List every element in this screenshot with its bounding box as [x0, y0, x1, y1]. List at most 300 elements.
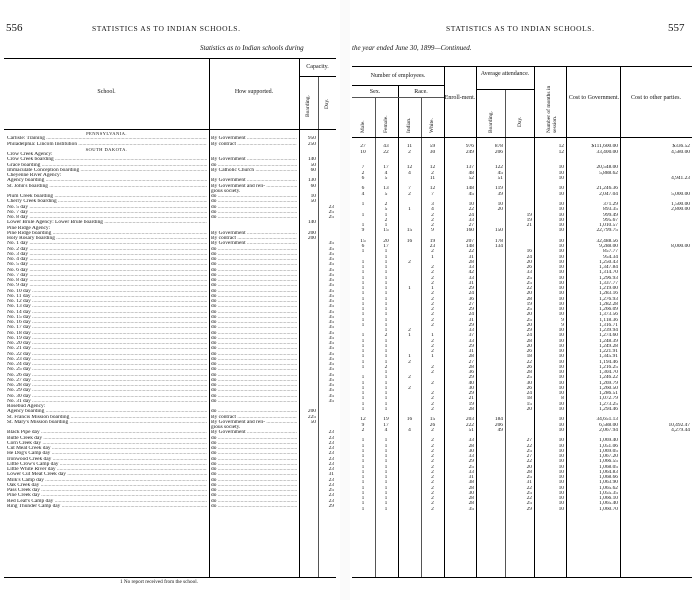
female-count: 1 [384, 401, 388, 407]
months-in-session: 10 [558, 501, 564, 507]
day-attendance: 27 [526, 438, 532, 444]
months-in-session: 10 [558, 417, 564, 423]
day-capacity: 35 [328, 346, 334, 352]
how-supported: do ..... [211, 362, 297, 367]
boarding-attendance: 134 [494, 244, 503, 249]
cost-to-other: $336.52 [672, 144, 690, 150]
white-count: 19 [429, 238, 436, 244]
day-attendance: 24 [526, 333, 532, 339]
months-in-session: 10 [558, 375, 564, 381]
cost-to-government: 5,888.62 [599, 170, 618, 176]
day-capacity: 35 [328, 377, 334, 383]
months-in-session: 10 [558, 280, 564, 286]
cost-to-government: 1,068.05 [599, 464, 618, 470]
school-name: St. Mary's Mission boarding ..... [7, 420, 207, 425]
enrollment: 22 [468, 207, 474, 213]
white-count: 7 [431, 191, 434, 197]
enrollment: 33 [468, 338, 474, 344]
how-supported: do ..... [211, 278, 297, 283]
enrollment: 28 [468, 501, 474, 507]
cost-to-government: 1,249.28 [599, 343, 618, 349]
school-name: Little White River day ..... [7, 467, 207, 472]
boarding-capacity: 950 [307, 136, 316, 142]
cost-to-government: 2,067.94 [599, 427, 618, 433]
white-count: 2 [431, 496, 434, 501]
white-count: 2 [431, 212, 434, 218]
cost-to-government: 1,072.79 [599, 396, 618, 402]
white-count: 11 [429, 175, 436, 181]
months-in-session: 10 [558, 422, 564, 428]
months-in-session: 12 [558, 144, 564, 150]
enrollment: 52 [468, 175, 474, 181]
day-attendance: 15 [526, 401, 532, 407]
male-count: 1 [361, 333, 365, 339]
capacity-header: Capacity. [306, 64, 329, 70]
school-name: No. 20 day ..... [7, 341, 207, 346]
months-in-session: 10 [558, 296, 564, 302]
how-supported: do ..... [211, 262, 297, 267]
female-count: 1 [384, 359, 388, 365]
how-supported: By contract ..... [211, 415, 297, 420]
day-attendance: 33 [526, 270, 532, 276]
cost-to-government: 1,274.60 [599, 333, 618, 339]
enrollment: 45 [468, 191, 474, 197]
months-in-session: 10 [558, 380, 564, 386]
day-attendance: 18 [526, 354, 532, 360]
enrollment: 29 [468, 286, 474, 291]
cost-to-government: 1,063.90 [599, 480, 618, 486]
day-capacity: 35 [328, 398, 334, 404]
boarding-attendance: 45 [497, 170, 503, 176]
day-capacity: 23 [328, 467, 334, 472]
cost-to-government: 34,651.13 [596, 417, 618, 423]
male-count: 1 [361, 296, 365, 302]
day-capacity: 35 [328, 246, 334, 252]
enrollment: 28 [468, 443, 474, 449]
enrollment: 29 [468, 375, 474, 381]
day-attendance: 25 [526, 280, 532, 286]
months-in-session: 10 [558, 475, 564, 480]
cost-to-government: 857.77 [603, 249, 618, 255]
months-in-session: 10 [558, 312, 564, 318]
male-count: 1 [361, 349, 365, 354]
male-count: 1 [361, 385, 365, 391]
boarding-attendance: 10 [497, 202, 503, 207]
boarding-attendance: 122 [494, 165, 503, 171]
months-in-session: 10 [558, 249, 564, 255]
white-count: 2 [431, 223, 434, 228]
school-name: No. 2 day ..... [7, 247, 207, 252]
day-capacity: 35 [328, 341, 334, 346]
school-name: No. 15 day ..... [7, 315, 207, 320]
day-attendance: 20 [526, 312, 532, 318]
male-count: 1 [361, 301, 365, 307]
cost-to-government: 32,488.56 [596, 238, 618, 244]
school-name: Butte Creek day ..... [7, 436, 207, 441]
boarding-attendance: 878 [494, 144, 503, 150]
cost-to-government: 1,345.91 [599, 354, 618, 360]
school-rows [4, 131, 336, 509]
how-supported: do ..... [211, 194, 297, 199]
female-count: 43 [383, 144, 389, 150]
cost-to-government: 1,283.16 [599, 291, 618, 297]
day-attendance: 25 [526, 448, 532, 454]
indian-count: 2 [408, 259, 411, 265]
white-count: 23 [429, 244, 436, 249]
enrollment: 27 [468, 223, 474, 228]
male-count: 2 [361, 427, 365, 433]
months-in-session: 10 [558, 207, 564, 213]
how-supported: do ..... [211, 299, 297, 304]
enrollment: 51 [468, 427, 474, 433]
white-count: 2 [431, 469, 434, 475]
indian-count: 2 [408, 359, 411, 365]
cost-to-government: 33,400.00 [596, 149, 618, 155]
cost-to-government: 893.35 [603, 207, 618, 213]
white-count: 2 [431, 364, 434, 370]
school-name: No. 19 day ..... [7, 336, 207, 341]
enrollment: 33 [468, 217, 474, 223]
school-name: He Dog's Camp day ..... [7, 451, 207, 456]
day-capacity: 35 [328, 272, 334, 278]
cost-to-government: 1,051.06 [599, 443, 618, 449]
enrollment: 976 [465, 144, 474, 150]
day-attendance: 19 [526, 212, 532, 218]
white-count: 2 [431, 349, 434, 354]
female-count: 15 [383, 228, 389, 234]
male-count: 4 [361, 191, 365, 197]
male-count: 1 [361, 364, 365, 370]
day-capacity: 35 [328, 383, 334, 388]
white-count: 2 [431, 490, 434, 496]
female-count: 1 [384, 270, 388, 276]
day-attendance: 22 [526, 443, 532, 449]
female-count: 1 [384, 338, 388, 344]
white-count: 2 [431, 317, 434, 323]
female-count: 1 [384, 490, 388, 496]
female-count: 1 [384, 301, 388, 307]
day-header: Day. [324, 98, 330, 109]
male-count: 12 [360, 417, 366, 423]
how-supported: By contract ..... [211, 142, 297, 147]
male-count: 1 [361, 312, 365, 318]
right-page [350, 0, 694, 600]
white-count: 2 [431, 406, 434, 412]
day-capacity: 35 [328, 309, 334, 315]
male-count: 9 [361, 422, 365, 428]
enrollment: 33 [468, 328, 474, 333]
male-count: 1 [361, 401, 365, 407]
female-count: 1 [384, 443, 388, 449]
enrollment: 160 [465, 228, 474, 234]
school-name: No. 23 day ..... [7, 357, 207, 362]
cost-to-government: 6,588.00 [599, 422, 618, 428]
indian-header: Indian. [406, 117, 412, 133]
months-in-session: 10 [558, 254, 564, 260]
enrollment: 31 [468, 280, 474, 286]
months-in-session: 10 [558, 364, 564, 370]
male-count: 6 [361, 175, 365, 181]
cost-to-government: 1,010.57 [599, 223, 618, 228]
cost-to-government: 1,373.56 [599, 312, 618, 318]
months-in-session: 10 [558, 270, 564, 276]
state-name: PENNSYLVANIA. [86, 131, 127, 136]
boarding-attendance: 184 [494, 417, 503, 423]
day-capacity: 35 [328, 367, 334, 373]
months-in-session: 10 [558, 490, 564, 496]
day-attendance: 22 [526, 496, 532, 501]
cost-to-government: 1,337.77 [599, 280, 618, 286]
white-count: 2 [431, 454, 434, 459]
day-attendance: 31 [526, 480, 532, 486]
day-attendance: 16 [526, 249, 532, 255]
female-count: 1 [384, 280, 388, 286]
day-capacity: 35 [328, 251, 334, 257]
indian-count: 15 [406, 228, 413, 234]
school-name: Cheyenne River Agency: [7, 173, 62, 178]
female-count: 1 [384, 406, 388, 412]
months-header: Number of months in session. [546, 85, 558, 133]
day-capacity: 23 [328, 482, 334, 488]
how-supported: do ..... [211, 373, 297, 378]
months-in-session: 10 [558, 186, 564, 192]
months-in-session: 10 [558, 480, 564, 486]
how-supported: do ..... [211, 215, 297, 220]
female-count: 1 [384, 501, 388, 507]
indian-count: 12 [406, 165, 413, 171]
how-supported: do ..... [211, 210, 297, 215]
months-in-session: 8 [561, 396, 564, 402]
female-count: 17 [383, 244, 389, 249]
cost-to-government: 1,065.62 [599, 485, 618, 491]
white-count: 2 [431, 427, 434, 433]
how-supported: do ..... [211, 388, 297, 393]
how-supported: By contract ..... [211, 236, 297, 241]
white-count: 15 [429, 417, 436, 423]
indian-count: 2 [408, 191, 411, 197]
day-capacity: 35 [328, 299, 334, 304]
school-name: Carlisle: Training ..... [7, 136, 207, 141]
months-in-session: 10 [558, 338, 564, 344]
cost-to-government: 1,250.43 [599, 259, 618, 265]
day-capacity: 35 [328, 330, 334, 336]
day-capacity: 35 [328, 372, 334, 378]
day-attendance: 28 [526, 469, 532, 475]
female-count: 1 [384, 223, 388, 228]
boarding-attendance: 150 [494, 228, 503, 234]
boarding-attendance: 49 [497, 427, 503, 433]
how-supported: do ..... [211, 441, 297, 446]
female-count: 2 [384, 202, 388, 207]
day-attendance: 26 [526, 349, 532, 354]
cost-to-government: 1,316.71 [599, 322, 618, 328]
how-supported: do ..... [211, 268, 297, 273]
school-name: Crow Creek boarding ..... [7, 157, 207, 162]
months-in-session: 10 [558, 191, 564, 197]
day-attendance: 25 [526, 490, 532, 496]
boarding-capacity: 200 [307, 230, 316, 236]
female-count: 1 [384, 496, 388, 501]
male-count: 1 [361, 490, 365, 496]
how-supported: do ..... [211, 451, 297, 456]
cost-to-other: 4,580.00 [671, 149, 690, 155]
day-capacity: 35 [328, 356, 334, 362]
male-count: 1 [361, 202, 365, 207]
months-in-session: 10 [558, 170, 564, 176]
enrollment: 28 [468, 364, 474, 370]
cost-to-government: 1,067.20 [599, 454, 618, 459]
white-count: 3 [431, 202, 434, 207]
school-name: No. 30 day ..... [7, 394, 207, 399]
months-in-session: 10 [558, 238, 564, 244]
male-count: 1 [361, 270, 365, 276]
white-count: 2 [431, 475, 434, 480]
male-count: 1 [361, 249, 365, 255]
day-capacity: 35 [328, 241, 334, 247]
day-capacity: 35 [328, 335, 334, 341]
day-capacity: 35 [328, 293, 334, 299]
cost-to-other: 10,492.47 [668, 422, 690, 428]
female-count: 13 [383, 186, 389, 192]
day-attendance: 27 [526, 454, 532, 459]
enrollment: 33 [468, 454, 474, 459]
day-capacity: 23 [328, 446, 334, 451]
school-name: No. 24 day ..... [7, 362, 207, 367]
male-count: 1 [361, 480, 365, 486]
enrollment: 36 [468, 370, 474, 375]
race-header: Race. [414, 89, 428, 95]
months-in-session: 10 [558, 217, 564, 223]
how-supported: do ..... [211, 336, 297, 341]
months-in-session: 10 [558, 349, 564, 354]
indian-count: 2 [408, 149, 411, 155]
female-count: 1 [384, 380, 388, 386]
enrollment: 28 [468, 259, 474, 265]
male-count: 1 [361, 443, 365, 449]
months-in-session: 10 [558, 228, 564, 234]
school-header: School. [97, 89, 116, 95]
white-count: 30 [429, 149, 436, 155]
white-count: 2 [431, 438, 434, 444]
white-count: 2 [431, 270, 434, 276]
day-attendance: 20 [526, 291, 532, 297]
male-count: 1 [361, 259, 365, 265]
day-capacity: 23 [328, 435, 334, 441]
cost-to-other: 1,500.00 [671, 202, 690, 207]
enrollment: 40 [468, 380, 474, 386]
how-supported: do ..... [211, 315, 297, 320]
cost-to-government: 1,064.83 [599, 469, 618, 475]
cost-to-government: 2,047.04 [599, 191, 618, 197]
white-count: 2 [431, 217, 434, 223]
day-attendance: 24 [526, 254, 532, 260]
boarding-capacity: 130 [307, 178, 316, 184]
day-capacity: 35 [328, 257, 334, 262]
cost-to-government: 999.49 [603, 212, 618, 218]
day-attendance: 25 [526, 317, 532, 323]
school-name: Red Leaf's Camp day ..... [7, 499, 207, 504]
male-count: 10 [360, 149, 366, 155]
months-in-session: 10 [558, 459, 564, 465]
female-count: 4 [384, 170, 388, 176]
white-count: 2 [431, 391, 434, 396]
day-attendance: 26 [526, 364, 532, 370]
months-in-session: 10 [558, 427, 564, 433]
day-capacity: 35 [328, 393, 334, 399]
school-name: Grace boarding ..... [7, 163, 207, 168]
female-count: 1 [384, 254, 388, 260]
male-count: 9 [361, 228, 365, 234]
how-supported: By Government ..... [211, 157, 297, 162]
day-attendance: 20 [526, 464, 532, 470]
school-name: Agency boarding ..... [7, 178, 207, 183]
months-in-session: 10 [558, 401, 564, 407]
statistics-row [352, 507, 692, 512]
white-count: 2 [431, 448, 434, 454]
school-name: No. 18 day ..... [7, 331, 207, 336]
enrollment: 207 [465, 238, 474, 244]
months-in-session: 10 [558, 165, 564, 171]
cost-to-government: 1,065.40 [599, 501, 618, 507]
boarding-capacity: 50 [310, 199, 316, 205]
months-in-session: 10 [558, 354, 564, 360]
months-in-session: 10 [558, 506, 564, 512]
how-supported: By Government ..... [211, 241, 297, 246]
indian-count: 7 [408, 186, 411, 192]
day-capacity: 35 [328, 283, 334, 289]
how-supported: do ..... [211, 383, 297, 388]
white-count: 2 [431, 265, 434, 270]
page-number: 557 [668, 22, 685, 34]
employees-header: Number of employees. [370, 73, 426, 79]
how-supported: do ..... [211, 247, 297, 252]
how-supported-header: How supported. [234, 89, 274, 95]
cost-other-header: Cost to other parties. [631, 95, 681, 101]
school-name: Ring Thunder Camp day ..... [7, 504, 207, 509]
how-supported: gious society. [211, 188, 241, 194]
how-supported: do ..... [211, 504, 297, 509]
months-in-session: 10 [558, 275, 564, 281]
months-in-session: 10 [558, 464, 564, 470]
white-count: 2 [431, 464, 434, 470]
male-count: 1 [361, 291, 365, 297]
cost-to-government: 1,282.28 [599, 301, 618, 307]
enrollment: 31 [468, 317, 474, 323]
male-count: 1 [361, 406, 365, 412]
day-capacity: 23 [328, 430, 334, 436]
enrollment: 27 [468, 301, 474, 307]
male-count: 7 [361, 165, 365, 171]
male-count: 1 [361, 317, 365, 323]
boarding-capacity: 250 [307, 141, 316, 147]
cost-to-government: 1,060.70 [599, 506, 618, 512]
boarding-capacity: 140 [307, 220, 316, 226]
indian-count: 4 [408, 170, 411, 176]
how-supported: do ..... [211, 310, 297, 315]
day-capacity: 35 [328, 262, 334, 268]
day-capacity: 25 [328, 209, 334, 215]
cost-to-government: 1,066.55 [599, 459, 618, 465]
enrollment: 24 [468, 291, 474, 297]
female-count: 1 [384, 328, 388, 333]
enrollment: 36 [468, 296, 474, 302]
cost-gov-header: Cost to Government. [568, 95, 620, 101]
female-count: 1 [384, 396, 388, 402]
white-count: 2 [431, 322, 434, 328]
school-name: Lower Cut Meat Creek day ..... [7, 472, 207, 477]
school-name: No. 4 day ..... [7, 257, 207, 262]
school-name: Pine Ridge Agency: [7, 225, 51, 231]
